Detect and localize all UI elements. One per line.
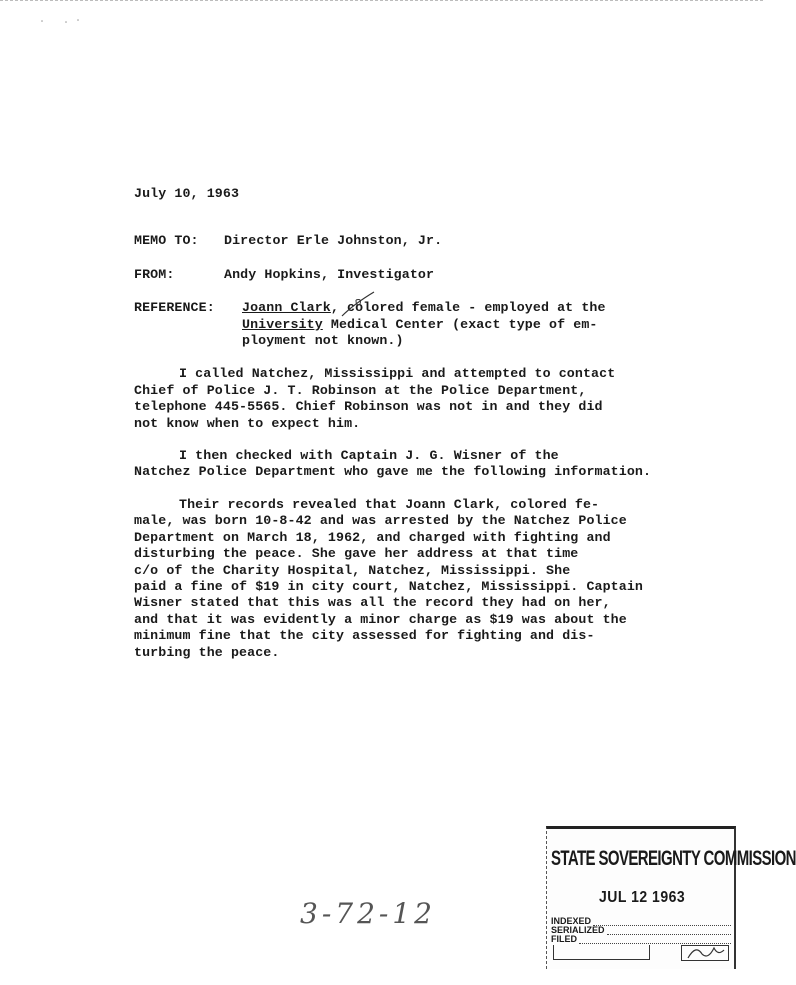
paragraph-3: Their records revealed that Joann Clark, colored fe- male, was born 10-8-42 and was arrested by the Natchez Police Department on March 18, 1962, and charged with fighting and disturbing the peace. She gave her address at that time c/o of the Charity Hospital, Natchez, Mississippi. She paid a fine of $19 in city court, Natchez, Mississippi. Captain Wisner stated that this was all the record they had on her, and that it was evidently a minor charge as $19 was about the minimum fine that the city assessed for fighting and dis- turbing the peace. xyxy=(134,496,644,660)
reference-row xyxy=(134,300,734,349)
handwritten-file-number: 3-72-12 xyxy=(300,897,436,930)
scan-specks xyxy=(40,16,100,26)
received-stamp xyxy=(546,826,796,969)
reference-line3: ployment not known.) xyxy=(242,333,404,349)
stamp-serialized-label: SERIALIZED xyxy=(551,925,605,935)
stamp-indexed-label: INDEXED xyxy=(551,916,592,926)
stamp-date: JUL 12 1963 xyxy=(599,887,686,906)
reference-line1-rest: , colored female - employed at the xyxy=(330,300,606,316)
page-edge xyxy=(0,0,763,3)
paragraph-2: I then checked with Captain J. G. Wisner of the Natchez Police Department who gave me the following information. xyxy=(134,448,652,480)
reference-value xyxy=(242,300,734,349)
stamp-filed-label: FILED xyxy=(551,934,577,944)
stamp-boxes xyxy=(553,945,729,961)
stamp-title: STATE SOVEREIGNTY COMMISSION xyxy=(551,847,796,871)
stamp-fields xyxy=(551,917,731,944)
from-row xyxy=(134,267,734,283)
from-value: Andy Hopkins, Investigator xyxy=(224,266,435,282)
memo-to-value: Director Erle Johnston, Jr. xyxy=(224,233,443,249)
memo-body xyxy=(134,186,734,677)
reference-label: REFERENCE: xyxy=(134,300,215,316)
reference-name: Joann Clark xyxy=(242,300,331,316)
memo-to-label: MEMO TO: xyxy=(134,233,199,249)
initials-scribble-icon xyxy=(682,946,728,960)
stamp-box-left xyxy=(553,945,650,960)
memo-to-row xyxy=(134,233,734,249)
stamp-serialized xyxy=(551,926,731,935)
reference-employer: University xyxy=(242,316,323,332)
memo-date: July 10, 1963 xyxy=(134,186,240,201)
reference-line2-rest: Medical Center (exact type of em- xyxy=(322,316,598,332)
handwritten-check-mark-icon xyxy=(338,290,378,320)
stamp-box-right xyxy=(681,945,729,961)
from-label: FROM: xyxy=(134,266,175,282)
paragraph-1: I called Natchez, Mississippi and attempted to contact Chief of Police J. T. Robinson at the Police Department, telephone 445-5565. Chief Robinson was not in and they did not know when to expect him. xyxy=(134,366,616,431)
stamp-filed xyxy=(551,935,731,944)
